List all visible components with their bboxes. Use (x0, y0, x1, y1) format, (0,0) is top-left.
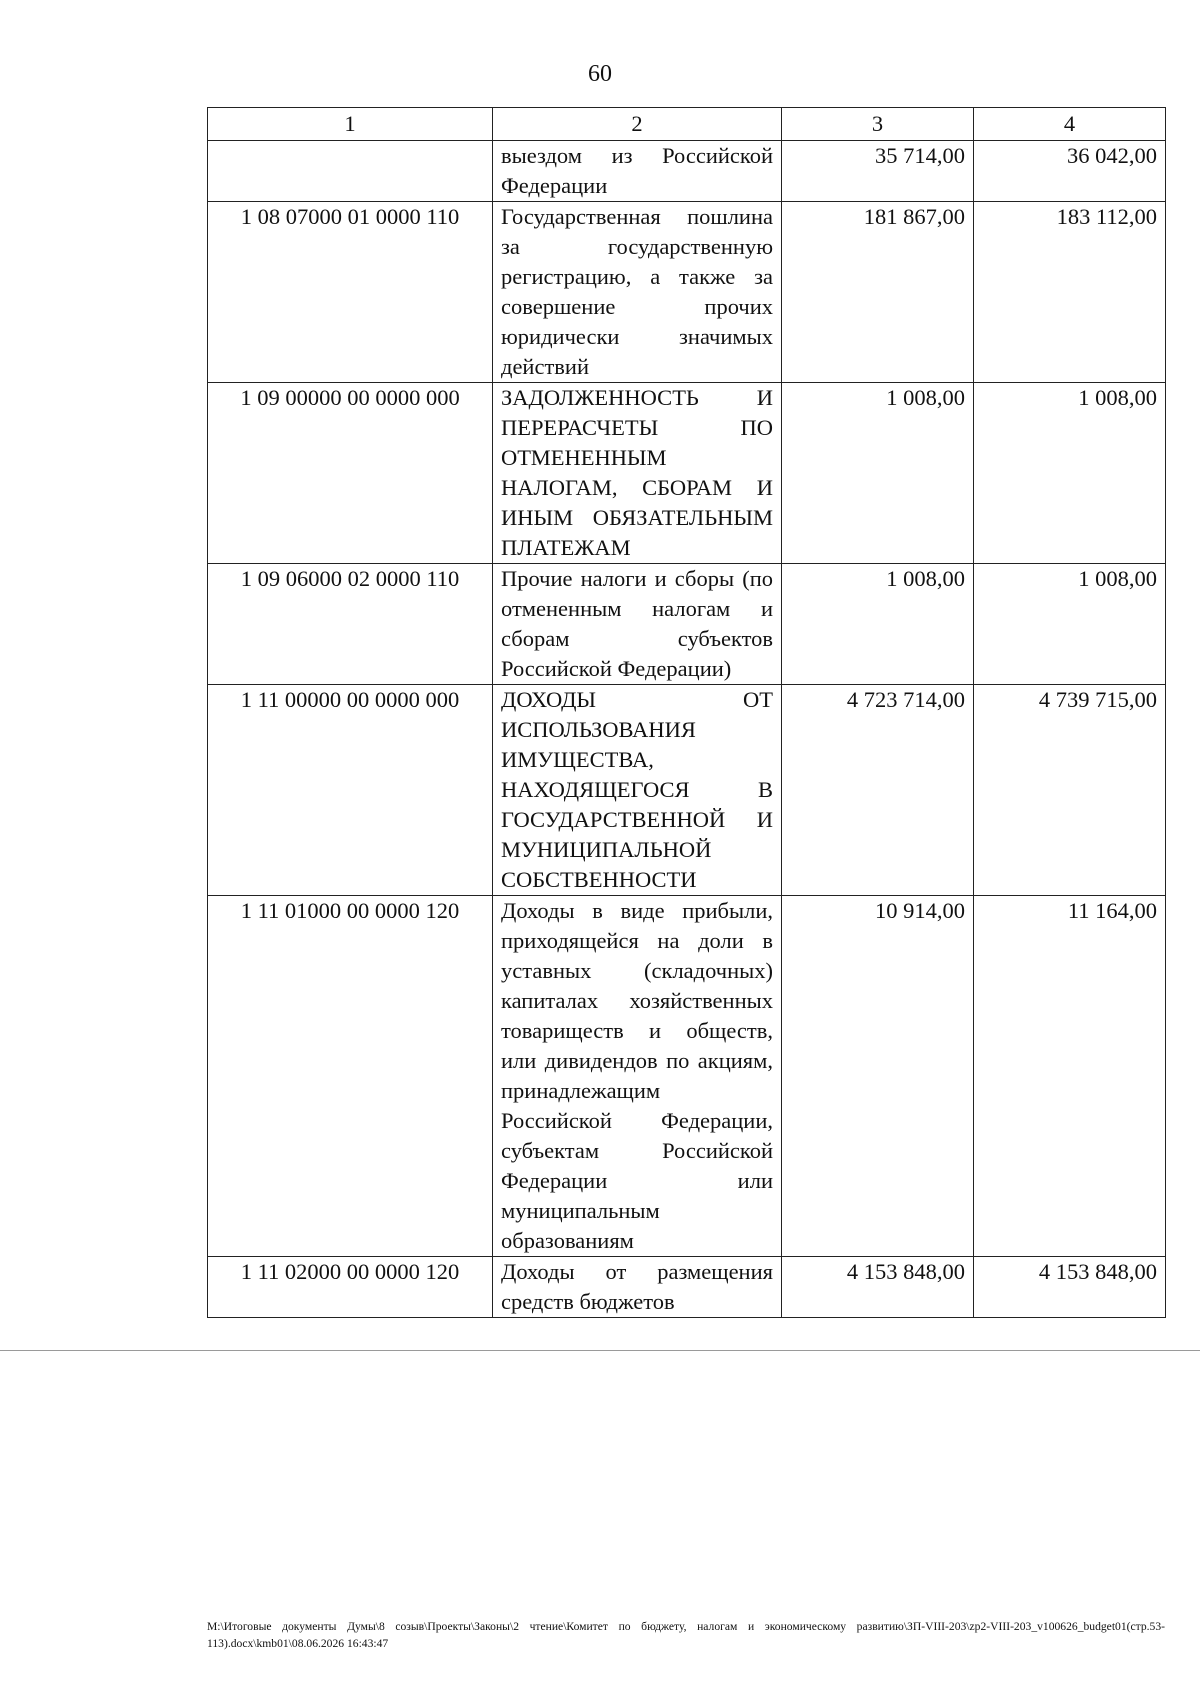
scan-fold-line (0, 1350, 1200, 1351)
row-value-col3: 35 714,00 (782, 141, 974, 202)
row-value-col3: 4 153 848,00 (782, 1257, 974, 1318)
row-code: 1 11 01000 00 0000 120 (208, 896, 493, 1257)
row-code: 1 08 07000 01 0000 110 (208, 202, 493, 383)
row-name: Государственная пошлина за государственную регистрацию, а также за совершение прочих юридически значимых действий (493, 202, 782, 383)
row-value-col4: 4 153 848,00 (974, 1257, 1166, 1318)
row-value-col4: 1 008,00 (974, 564, 1166, 685)
row-value-col3: 4 723 714,00 (782, 685, 974, 896)
row-name: ЗАДОЛЖЕННОСТЬ И ПЕРЕРАСЧЕТЫ ПО ОТМЕНЕННЫМ НАЛОГАМ, СБОРАМ И ИНЫМ ОБЯЗАТЕЛЬНЫМ ПЛАТЕЖАМ (493, 383, 782, 564)
row-value-col4: 183 112,00 (974, 202, 1166, 383)
column-header-4: 4 (974, 108, 1166, 141)
footer-file-path: M:\Итоговые документы Думы\8 созыв\Проекты\Законы\2 чтение\Комитет по бюджету, налогам и экономическому развитию\ЗП-VIII-203\zp2-VIII-203_v100626_budget01(стр.53-113).docx\kmb01\08.06.2026 16:43:47 (207, 1620, 1165, 1650)
column-header-2: 2 (493, 108, 782, 141)
column-header-1: 1 (208, 108, 493, 141)
row-value-col3: 181 867,00 (782, 202, 974, 383)
row-name: ДОХОДЫ ОТ ИСПОЛЬЗОВАНИЯ ИМУЩЕСТВА, НАХОДЯЩЕГОСЯ В ГОСУДАРСТВЕННОЙ И МУНИЦИПАЛЬНОЙ СОБСТВЕННОСТИ (493, 685, 782, 896)
table-header-row (208, 108, 1166, 141)
column-header-3: 3 (782, 108, 974, 141)
row-name: Доходы в виде прибыли, приходящейся на доли в уставных (складочных) капиталах хозяйственных товариществ и обществ, или дивидендов по акциям, принадлежащим Российской Федерации, субъектам Российской Федерации или муниципальным образованиям (493, 896, 782, 1257)
row-value-col4: 11 164,00 (974, 896, 1166, 1257)
row-code: 1 09 06000 02 0000 110 (208, 564, 493, 685)
table-row (208, 383, 1166, 564)
row-value-col3: 1 008,00 (782, 564, 974, 685)
row-value-col3: 10 914,00 (782, 896, 974, 1257)
row-name: Прочие налоги и сборы (по отмененным налогам и сборам субъектов Российской Федерации) (493, 564, 782, 685)
table-row (208, 141, 1166, 202)
row-value-col4: 36 042,00 (974, 141, 1166, 202)
table-row (208, 896, 1166, 1257)
row-value-col4: 4 739 715,00 (974, 685, 1166, 896)
row-code: 1 09 00000 00 0000 000 (208, 383, 493, 564)
table-row (208, 202, 1166, 383)
table-row (208, 685, 1166, 896)
row-value-col4: 1 008,00 (974, 383, 1166, 564)
row-value-col3: 1 008,00 (782, 383, 974, 564)
table-row (208, 564, 1166, 685)
table-row (208, 1257, 1166, 1318)
row-name: выездом из Российской Федерации (493, 141, 782, 202)
row-code (208, 141, 493, 202)
row-code: 1 11 02000 00 0000 120 (208, 1257, 493, 1318)
row-code: 1 11 00000 00 0000 000 (208, 685, 493, 896)
page-number: 60 (588, 61, 612, 87)
row-name: Доходы от размещения средств бюджетов (493, 1257, 782, 1318)
budget-table (207, 107, 1166, 1318)
